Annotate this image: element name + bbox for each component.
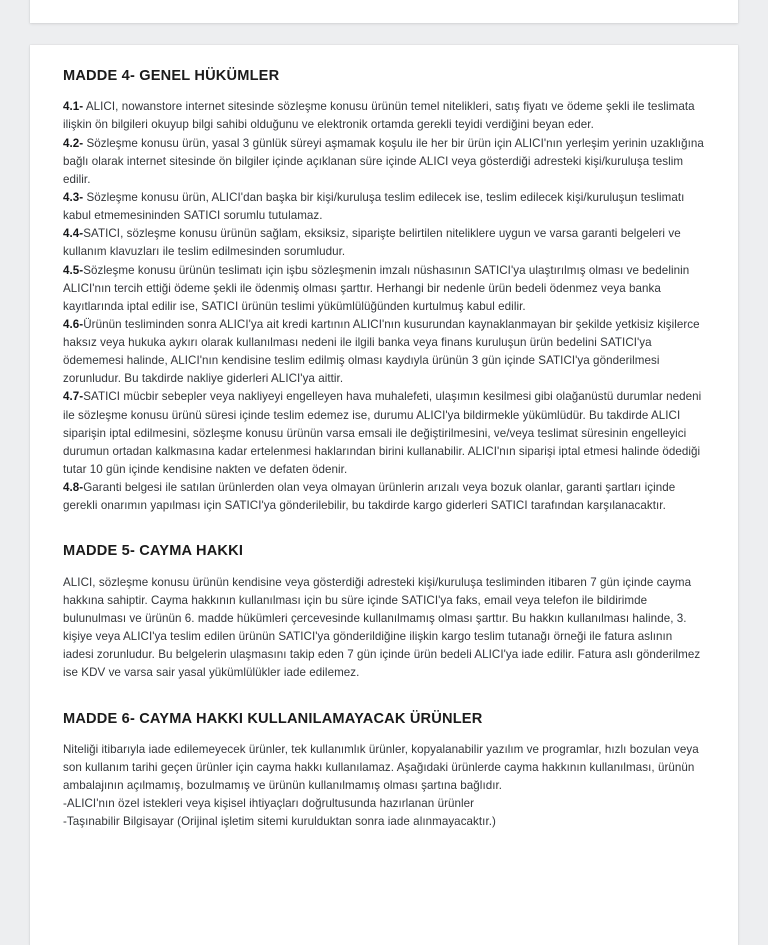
clause-text: Sözleşme konusu ürünün teslimatı için işbu sözleşmenin imzalı nüshasının SATICI'ya ulaştırılmış olması ve bedelinin ALICI'nın tercih ettiği ödeme şekli ile ödenmiş olması şarttır. Herhangi bir nedenle ürün bedeli ödenmez veya banka kayıtlarında iptal edilir ise, SATICI ürünün teslimi yükümlülüğünden kurtulmuş kabul edilir.	[63, 263, 690, 313]
section-paragraph: Niteliği itibarıyla iade edilemeyecek ürünler, tek kullanımlık ürünler, kopyalanabilir yazılım ve programlar, hızlı bozulan veya son kullanım tarihi geçen ürünler için cayma hakkı kullanılamaz. Aşağıdaki ürünlerde cayma hakkının kullanılması, ürünün ambalajının açılmamış, bozulmamış ve ürünün kullanılmamış olması şartına bağlıdır.	[63, 742, 699, 793]
clause-text: Ürünün tesliminden sonra ALICI'ya ait kredi kartının ALICI'nın kusurundan kaynaklanmayan bir şekilde yetkisiz kişilerce haksız veya hukuka aykırı olarak kullanılması nedeni ile ilgili banka veya finans kuruluşun ürün bedelini SATICI'ya ödememesi halinde, ALICI'nın kendisine teslim edilmiş olması kaydıyla ürünün 3 gün içinde SATICI'ya gönderilmesi zorunludur. Bu takdirde nakliye giderleri ALICI'ya aittir.	[63, 317, 700, 386]
clause-number: 4.1-	[63, 100, 84, 114]
clause-number: 4.4-	[63, 227, 84, 241]
section-heading-madde-5: MADDE 5- CAYMA HAKKI	[63, 543, 244, 560]
clause-text: Sözleşme konusu ürün, ALICI'dan başka bir kişi/kuruluşa teslim edilecek ise, teslim edilecek kişi/kuruluşun teslimatı kabul etmemesininden SATICI sorumlu tutulamaz.	[63, 190, 685, 223]
excluded-product-line-2: -Taşınabilir Bilgisayar (Orijinal işletim sitemi kurulduktan sonra iade alınmayacaktır.)	[63, 815, 496, 829]
section-heading-madde-6: MADDE 6- CAYMA HAKKI KULLANILAMAYACAK ÜRÜNLER	[63, 710, 483, 727]
section-madde-6	[63, 710, 705, 832]
clause-number: 4.6-	[63, 317, 84, 331]
clause-number: 4.5-	[63, 263, 84, 277]
clause-4-6	[63, 316, 705, 389]
clause-4-5	[63, 262, 705, 316]
document-page	[30, 45, 738, 945]
clause-text: ALICI, nowanstore internet sitesinde sözleşme konusu ürünün temel nitelikleri, satış fiyatı ve ödeme şekli ile teslimata ilişkin ön bilgileri okuyup bilgi sahibi olduğunu ve elektronik ortamda gerekli teyidi verdiğini beyan eder.	[63, 100, 695, 132]
clause-number: 4.7-	[63, 390, 84, 404]
clause-text: SATICI mücbir sebepler veya nakliyeyi engelleyen hava muhalefeti, ulaşımın kesilmesi gibi olağanüstü durumlar nedeni ile sözleşme konusu ürünü süresi içinde teslim edemez ise, durumu ALICI'ya bildirmekle yükümlüdür. Bu takdirde ALICI siparişin iptal edilmesini, sözleşme konusu ürünün varsa emsali ile değiştirilmesini, ve/veya teslimat süresinin engelleyici durumun ortadan kalkmasına kadar ertelenmesi haklarından birini kullanabilir. ALICI'nın siparişi iptal etmesi halinde ödediği tutar 10 gün içinde kendisine nakten ve defaten ödenir.	[63, 390, 702, 477]
clause-4-3	[63, 189, 705, 225]
clause-text: Garanti belgesi ile satılan ürünlerden olan veya olmayan ürünlerin arızalı veya bozuk olanlar, garanti şartları içinde gerekli onarımın yapılması için SATICI'ya gönderilebilir, bu takdirde kargo giderleri SATICI tarafından karşılanacaktır.	[63, 481, 676, 513]
clause-4-2	[63, 135, 705, 189]
clause-4-4	[63, 225, 705, 261]
page-content	[30, 45, 738, 831]
clause-number: 4.2-	[63, 136, 84, 150]
clause-number: 4.3-	[63, 190, 84, 204]
section-madde-5	[63, 542, 705, 682]
clause-text: Sözleşme konusu ürün, yasal 3 günlük süreyi aşmamak koşulu ile her bir ürün için ALICI'nın yerleşim yerinin uzaklığına bağlı olarak internet sitesinde ön bilgiler içinde açıklanan süre içinde ALICI veya gösterdiği adresteki kişi/kuruluşa teslim edilir.	[63, 136, 704, 186]
clause-text: SATICI, sözleşme konusu ürünün sağlam, eksiksiz, siparişte belirtilen niteliklere uygun ve varsa garanti belgeleri ve kullanım klavuzları ile teslim edilmesinden sorumludur.	[63, 227, 681, 259]
clause-number: 4.8-	[63, 481, 84, 495]
clause-4-1	[63, 98, 705, 134]
section-heading-madde-4: MADDE 4- GENEL HÜKÜMLER	[63, 68, 280, 84]
excluded-product-line-1: -ALICI'nın özel istekleri veya kişisel ihtiyaçları doğrultusunda hazırlanan ürünler	[63, 797, 475, 811]
previous-page-bottom	[30, 0, 738, 23]
clause-4-8	[63, 479, 705, 515]
section-madde-4	[63, 67, 705, 515]
section-paragraph: ALICI, sözleşme konusu ürünün kendisine veya gösterdiği adresteki kişi/kuruluşa tesliminden itibaren 7 gün içinde cayma hakkına sahiptir. Cayma hakkının kullanılması için bu süre içinde SATICI'ya faks, email veya telefon ile bildirimde bulunulması ve ürünün 6. madde hükümleri çercevesinde kullanılmamış olması şarttır. Bu hakkın kullanılması halinde, 3. kişiye veya ALICI'ya teslim edilen ürünün SATICI'ya gönderildiğine ilişkin kargo teslim tutanağı örneği ile fatura aslının iadesi zorunludur. Bu belgelerin ulaşmasını takip eden 7 gün içinde ürün bedeli ALICI'ya iade edilir. Fatura aslı gönderilmez ise KDV ve varsa sair yasal yükümlülükler iade edilemez.	[63, 575, 701, 680]
clause-4-7	[63, 388, 705, 479]
